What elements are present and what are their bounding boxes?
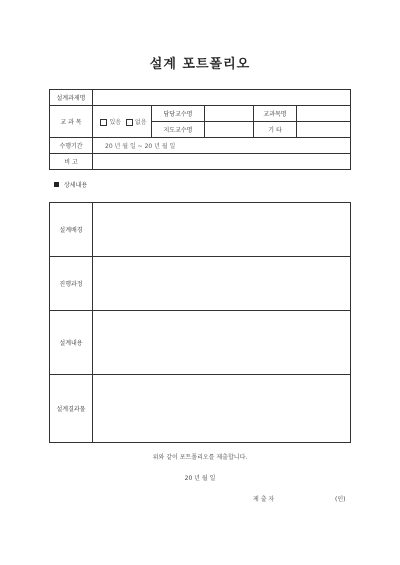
process-label: 진행과정 [50, 257, 93, 311]
other-field[interactable] [297, 122, 351, 138]
other-label: 기 타 [254, 122, 297, 138]
note-field[interactable] [93, 154, 351, 170]
page-title: 설계 포트폴리오 [149, 57, 251, 72]
section-heading-label: 상세내용 [64, 182, 88, 189]
project-name-field[interactable] [93, 90, 351, 106]
subject-options [93, 106, 152, 138]
advisor-field[interactable] [205, 106, 254, 122]
project-name-label: 설계과제명 [50, 90, 93, 106]
supervisor-label: 지도교수명 [152, 122, 205, 138]
no-option-label: 없음 [134, 119, 147, 126]
note-label: 비 고 [50, 154, 93, 170]
content-label: 설계내용 [50, 311, 93, 375]
info-table [49, 89, 351, 170]
submission-date: 20 년 월 일 [184, 475, 216, 482]
background-label: 설계배경 [50, 203, 93, 257]
detail-section-heading [54, 180, 87, 189]
subject-name-label: 교과목명 [254, 106, 297, 122]
content-field[interactable] [93, 311, 351, 375]
submitter-label: 제 출 자 [253, 496, 275, 503]
supervisor-field[interactable] [205, 122, 254, 138]
subject-name-field[interactable] [297, 106, 351, 122]
no-checkbox[interactable] [126, 119, 133, 126]
period-label: 수행기간 [50, 138, 93, 154]
bullet-square-icon [54, 182, 59, 187]
yes-checkbox[interactable] [100, 119, 107, 126]
period-field[interactable]: 20 년 월 일 ~ 20 년 월 일 [93, 138, 351, 154]
advisor-label: 담당교수명 [152, 106, 205, 122]
background-field[interactable] [93, 203, 351, 257]
result-label: 설계결과물 [50, 375, 93, 443]
subject-label: 교 과 목 [50, 106, 93, 138]
result-field[interactable] [93, 375, 351, 443]
detail-table [49, 202, 351, 443]
process-field[interactable] [93, 257, 351, 311]
submission-statement: 위와 같이 포트폴리오를 제출합니다. [152, 454, 248, 461]
yes-option-label: 있음 [109, 119, 122, 126]
seal-mark: (인) [335, 496, 346, 503]
